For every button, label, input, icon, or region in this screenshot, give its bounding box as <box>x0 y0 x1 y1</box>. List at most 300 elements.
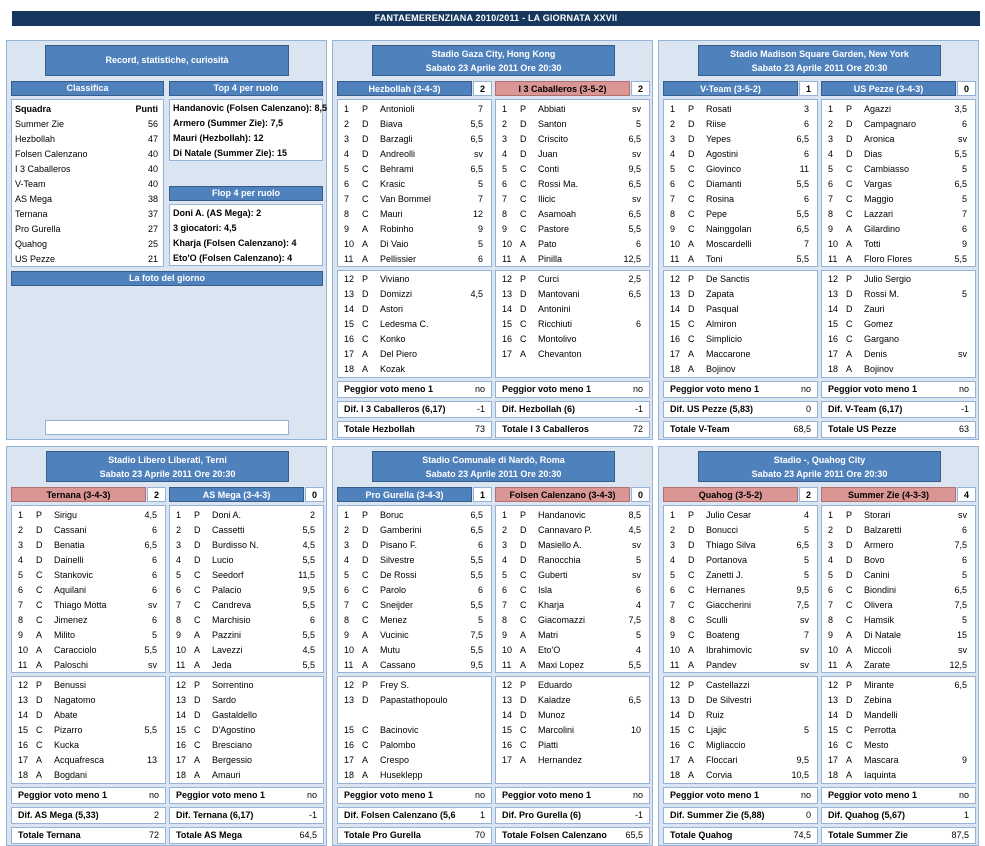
player-name: Bovo <box>864 555 885 565</box>
player-vote: 6,5 <box>796 224 809 234</box>
player-row <box>12 708 165 723</box>
flop4-item: Eto'O (Folsen Calenzano): 4 <box>173 253 293 263</box>
player-vote: 6,5 <box>628 695 641 705</box>
player-number: 8 <box>670 209 676 219</box>
away-team-name: AS Mega (3-4-3) <box>169 487 304 502</box>
player-vote: sv <box>632 570 641 580</box>
player-role: A <box>362 364 369 374</box>
player-row <box>338 177 491 192</box>
player-name: Benatia <box>54 540 85 550</box>
player-row <box>496 162 649 177</box>
player-number: 9 <box>828 224 834 234</box>
player-vote: 6 <box>477 254 483 264</box>
player-vote: 5 <box>803 725 809 735</box>
player-role: D <box>520 119 527 129</box>
player-name: Agazzi <box>864 104 892 114</box>
peggior-row-value: no <box>958 790 969 800</box>
dif-row-label: Dif. Ternana (6,17) <box>176 810 254 820</box>
player-number: 6 <box>344 585 350 595</box>
player-row <box>664 192 817 207</box>
player-name: Diamanti <box>706 179 742 189</box>
player-vote: 6,5 <box>954 680 967 690</box>
player-role: D <box>688 710 695 720</box>
player-row <box>664 643 817 658</box>
total-row-label: Totale V-Team <box>670 424 730 434</box>
player-vote: 5,5 <box>796 254 809 264</box>
player-role: C <box>688 740 695 750</box>
flop4-list <box>169 204 323 266</box>
player-row <box>822 693 975 708</box>
player-vote: 6 <box>803 119 809 129</box>
player-role: C <box>846 585 853 595</box>
player-row <box>12 658 165 673</box>
player-name: Armero <box>864 540 894 550</box>
player-row <box>822 132 975 147</box>
player-role: A <box>846 224 853 234</box>
player-number: 1 <box>828 104 834 114</box>
team-name: AS Mega <box>15 194 53 204</box>
player-name: Nagatomo <box>54 695 96 705</box>
player-row <box>496 753 649 768</box>
player-vote: sv <box>958 349 967 359</box>
team-name: Summer Zie <box>15 119 65 129</box>
player-vote: 11 <box>799 164 809 174</box>
player-vote: 6 <box>477 585 483 595</box>
match-panel <box>332 40 653 440</box>
player-role: C <box>688 209 695 219</box>
home-team-score: 2 <box>473 81 492 96</box>
player-row <box>338 207 491 222</box>
player-role: D <box>362 119 369 129</box>
player-row <box>338 568 491 583</box>
player-number: 8 <box>670 615 676 625</box>
player-row <box>12 723 165 738</box>
player-role: D <box>36 710 43 720</box>
player-name: Acquafresca <box>54 755 105 765</box>
peggior-row-label: Peggior voto meno 1 <box>670 790 760 800</box>
player-role: A <box>688 660 695 670</box>
match-date: Sabato 23 Aprile 2011 Ore 20:30 <box>751 469 888 479</box>
player-name: Nainggolan <box>706 224 752 234</box>
dif-row-label: Dif. US Pezze (5,83) <box>670 404 754 414</box>
peggior-row <box>337 787 492 804</box>
player-role: D <box>846 540 853 550</box>
player-name: Rosina <box>706 194 735 204</box>
player-role: A <box>194 770 201 780</box>
peggior-row <box>821 381 976 398</box>
player-name: Moscardelli <box>706 239 752 249</box>
player-vote: 12 <box>472 209 483 219</box>
match-panel <box>658 446 979 846</box>
player-role: P <box>520 510 527 520</box>
peggior-row <box>11 787 166 804</box>
player-name: Maxi Lopez <box>538 660 585 670</box>
player-vote: 11,5 <box>298 570 315 580</box>
player-row <box>170 658 323 673</box>
player-number: 2 <box>828 119 834 129</box>
player-role: D <box>688 555 695 565</box>
player-number: 3 <box>176 540 182 550</box>
player-role: C <box>194 725 201 735</box>
player-vote: 4,5 <box>302 540 315 550</box>
player-role: D <box>194 555 201 565</box>
player-row <box>496 613 649 628</box>
player-number: 1 <box>344 510 350 520</box>
player-role: A <box>362 239 369 249</box>
player-vote: 5 <box>961 289 967 299</box>
player-vote: 4 <box>635 645 641 655</box>
top4-item: Armero (Summer Zie): 7,5 <box>173 118 284 128</box>
player-name: Menez <box>380 615 408 625</box>
player-row <box>496 723 649 738</box>
player-row <box>496 207 649 222</box>
player-role: D <box>520 149 527 159</box>
player-vote: 5,5 <box>954 254 967 264</box>
player-row <box>170 708 323 723</box>
player-row <box>496 598 649 613</box>
player-role: P <box>362 680 369 690</box>
player-vote: 5,5 <box>470 119 483 129</box>
player-name: Palacio <box>212 585 242 595</box>
player-role: C <box>688 194 695 204</box>
player-row <box>496 287 649 302</box>
player-role: A <box>520 630 527 640</box>
player-name: Montolivo <box>538 334 577 344</box>
player-number: 17 <box>176 755 187 765</box>
player-role: C <box>520 600 527 610</box>
dif-row-value: 2 <box>153 810 159 820</box>
total-row-label: Totale Folsen Calenzano <box>502 830 607 840</box>
player-number: 6 <box>502 179 508 189</box>
player-name: Maccarone <box>706 349 751 359</box>
match-panel <box>658 40 979 440</box>
away-bench-list <box>495 676 650 784</box>
total-row-label: Totale Hezbollah <box>344 424 415 434</box>
player-name: Cassano <box>380 660 416 670</box>
team-points: 25 <box>147 239 158 249</box>
player-vote: 6 <box>309 615 315 625</box>
player-vote: 5,5 <box>144 725 157 735</box>
player-number: 16 <box>828 334 839 344</box>
player-row <box>496 147 649 162</box>
player-row <box>664 272 817 287</box>
away-team-score: 0 <box>957 81 976 96</box>
player-name: Toni <box>706 254 723 264</box>
top4-item: Mauri (Hezbollah): 12 <box>173 133 264 143</box>
player-row <box>170 553 323 568</box>
player-row <box>822 222 975 237</box>
player-number: 12 <box>502 274 513 284</box>
player-role: D <box>362 525 369 535</box>
player-number: 18 <box>344 364 355 374</box>
player-role: C <box>36 740 43 750</box>
top4-item: Di Natale (Summer Zie): 15 <box>173 148 288 158</box>
player-name: Ruiz <box>706 710 725 720</box>
player-number: 8 <box>176 615 182 625</box>
player-row <box>822 643 975 658</box>
player-role: C <box>688 319 695 329</box>
player-name: Agostini <box>706 149 739 159</box>
player-number: 16 <box>502 740 513 750</box>
player-number: 2 <box>502 119 508 129</box>
home-starters-list <box>663 99 818 267</box>
player-number: 4 <box>670 555 676 565</box>
player-row <box>338 222 491 237</box>
peggior-row <box>169 787 324 804</box>
player-number: 6 <box>670 585 676 595</box>
away-bench-list <box>169 676 324 784</box>
player-role: D <box>194 525 201 535</box>
player-number: 17 <box>18 755 29 765</box>
player-name: Sirigu <box>54 510 78 520</box>
dif-row <box>663 807 818 824</box>
player-row <box>664 287 817 302</box>
player-name: Astori <box>380 304 404 314</box>
player-name: Behrami <box>380 164 414 174</box>
player-name: Giovinco <box>706 164 742 174</box>
player-role: A <box>362 630 369 640</box>
player-number: 5 <box>670 164 676 174</box>
player-role: A <box>846 755 853 765</box>
player-number: 9 <box>502 630 508 640</box>
player-number: 4 <box>502 555 508 565</box>
player-role: D <box>36 540 43 550</box>
player-number: 11 <box>502 254 512 264</box>
player-role: D <box>36 695 43 705</box>
home-team-name: V-Team (3-5-2) <box>663 81 798 96</box>
classifica-header: Classifica <box>11 81 164 96</box>
player-number: 18 <box>176 770 187 780</box>
player-name: Kozak <box>380 364 406 374</box>
dif-row-value: 1 <box>963 810 969 820</box>
peggior-row-value: no <box>958 384 969 394</box>
player-row <box>664 222 817 237</box>
player-number: 13 <box>828 695 839 705</box>
player-role: C <box>194 600 201 610</box>
player-vote: 6,5 <box>628 289 641 299</box>
player-vote: 5,5 <box>302 660 315 670</box>
player-name: Palombo <box>380 740 416 750</box>
peggior-row-value: no <box>306 790 317 800</box>
player-vote: 5,5 <box>470 600 483 610</box>
player-role: C <box>36 615 43 625</box>
player-role: C <box>846 319 853 329</box>
player-number: 7 <box>18 600 24 610</box>
player-role: C <box>36 725 43 735</box>
player-row <box>496 102 649 117</box>
peggior-row <box>495 381 650 398</box>
player-row <box>822 252 975 267</box>
player-role: A <box>36 660 43 670</box>
player-number: 15 <box>502 319 513 329</box>
player-number: 18 <box>344 770 355 780</box>
player-role: D <box>688 540 695 550</box>
player-number: 13 <box>670 695 681 705</box>
player-number: 3 <box>502 540 508 550</box>
player-role: A <box>520 239 527 249</box>
peggior-row <box>663 381 818 398</box>
player-row <box>664 708 817 723</box>
player-row <box>664 508 817 523</box>
player-name: Caracciolo <box>54 645 97 655</box>
player-name: Milito <box>54 630 76 640</box>
stadium-name: Stadio Gaza City, Hong Kong <box>431 49 556 59</box>
player-row <box>338 643 491 658</box>
player-vote: 5,5 <box>144 645 157 655</box>
player-name: Bojinov <box>706 364 736 374</box>
player-role: A <box>520 349 527 359</box>
player-row <box>12 753 165 768</box>
player-row <box>338 192 491 207</box>
team-name: Folsen Calenzano <box>15 149 88 159</box>
player-role: A <box>846 660 853 670</box>
player-name: Juan <box>538 149 558 159</box>
player-role: A <box>846 770 853 780</box>
player-role: C <box>520 194 527 204</box>
player-vote: 7,5 <box>954 600 967 610</box>
player-role: A <box>688 770 695 780</box>
peggior-row-value: no <box>632 790 643 800</box>
player-vote: 5,5 <box>796 179 809 189</box>
player-row <box>170 568 323 583</box>
player-row <box>664 147 817 162</box>
player-row <box>338 117 491 132</box>
player-role: C <box>362 334 369 344</box>
player-number: 16 <box>670 740 681 750</box>
player-name: Bacinovic <box>380 725 419 735</box>
dif-row-label: Dif. Pro Gurella (6) <box>502 810 582 820</box>
player-number: 15 <box>344 725 355 735</box>
player-number: 18 <box>670 364 681 374</box>
away-bench-list <box>821 676 976 784</box>
player-number: 13 <box>502 289 513 299</box>
player-name: Gomez <box>864 319 894 329</box>
player-number: 10 <box>502 239 513 249</box>
player-name: Andreolli <box>380 149 416 159</box>
stadium-header <box>698 45 941 76</box>
player-number: 8 <box>828 615 834 625</box>
player-role: D <box>362 149 369 159</box>
total-row-label: Totale AS Mega <box>176 830 243 840</box>
player-number: 12 <box>828 274 839 284</box>
player-name: Pizarro <box>54 725 83 735</box>
player-role: A <box>520 660 527 670</box>
player-name: Santon <box>538 119 567 129</box>
player-vote: 6 <box>477 540 483 550</box>
player-name: Hernanes <box>706 585 746 595</box>
player-role: C <box>362 194 369 204</box>
player-name: Biondini <box>864 585 897 595</box>
player-row <box>12 538 165 553</box>
player-number: 10 <box>828 239 839 249</box>
player-row <box>664 768 817 783</box>
player-name: Krasic <box>380 179 406 189</box>
player-role: P <box>362 104 369 114</box>
player-role: C <box>688 630 695 640</box>
player-name: Rosati <box>706 104 732 114</box>
player-name: Cassetti <box>212 525 245 535</box>
player-vote: sv <box>632 540 641 550</box>
player-vote: 7 <box>477 104 483 114</box>
player-name: Pazzini <box>212 630 242 640</box>
team-points: 40 <box>147 164 158 174</box>
total-row-value: 65,5 <box>625 830 643 840</box>
player-role: D <box>362 304 369 314</box>
total-row <box>337 421 492 438</box>
player-row <box>496 362 649 377</box>
player-name: Castellazzi <box>706 680 750 690</box>
player-number: 5 <box>828 164 834 174</box>
player-row <box>822 553 975 568</box>
player-name: Ricchiuti <box>538 319 573 329</box>
player-row <box>664 538 817 553</box>
player-name: Sneijder <box>380 600 414 610</box>
player-vote: 6,5 <box>470 134 483 144</box>
player-name: Crespo <box>380 755 410 765</box>
player-vote: 5 <box>477 179 483 189</box>
player-number: 6 <box>828 585 834 595</box>
player-name: De Sanctis <box>706 274 750 284</box>
player-vote: 7,5 <box>628 615 641 625</box>
player-row <box>822 753 975 768</box>
player-row <box>822 628 975 643</box>
player-vote: 6 <box>151 570 157 580</box>
player-name: De Rossi <box>380 570 417 580</box>
away-team-score: 0 <box>631 487 650 502</box>
player-vote: 9,5 <box>796 755 809 765</box>
player-name: Conti <box>538 164 560 174</box>
flop4-item: Kharja (Folsen Calenzano): 4 <box>173 238 297 248</box>
player-name: Kaladze <box>538 695 571 705</box>
peggior-row-value: no <box>632 384 643 394</box>
player-number: 8 <box>828 209 834 219</box>
player-row <box>170 508 323 523</box>
player-name: Pisano F. <box>380 540 418 550</box>
player-row <box>170 628 323 643</box>
player-name: Marcolini <box>538 725 575 735</box>
home-bench-list <box>663 270 818 378</box>
home-team-name: Quahog (3-5-2) <box>663 487 798 502</box>
player-name: Burdisso N. <box>212 540 259 550</box>
player-number: 16 <box>344 334 355 344</box>
player-row <box>12 508 165 523</box>
player-role: C <box>362 319 369 329</box>
player-row <box>12 693 165 708</box>
total-row-label: Totale Ternana <box>18 830 81 840</box>
player-vote: sv <box>800 660 809 670</box>
player-role: C <box>194 585 201 595</box>
dif-row <box>663 401 818 418</box>
player-name: Pasqual <box>706 304 739 314</box>
player-role: A <box>362 755 369 765</box>
player-number: 13 <box>18 695 29 705</box>
peggior-row-label: Peggior voto meno 1 <box>176 790 266 800</box>
player-number: 4 <box>176 555 182 565</box>
player-vote: 5 <box>477 615 483 625</box>
total-row <box>821 827 976 844</box>
player-number: 16 <box>18 740 29 750</box>
player-role: P <box>846 104 853 114</box>
player-name: Bojinov <box>864 364 894 374</box>
player-name: Campagnaro <box>864 119 917 129</box>
player-number: 14 <box>828 710 839 720</box>
player-vote: 5 <box>635 630 641 640</box>
player-number: 12 <box>670 274 681 284</box>
player-name: Handanovic <box>538 510 586 520</box>
player-vote: 6 <box>151 555 157 565</box>
standings-row <box>12 237 163 252</box>
player-row <box>664 693 817 708</box>
